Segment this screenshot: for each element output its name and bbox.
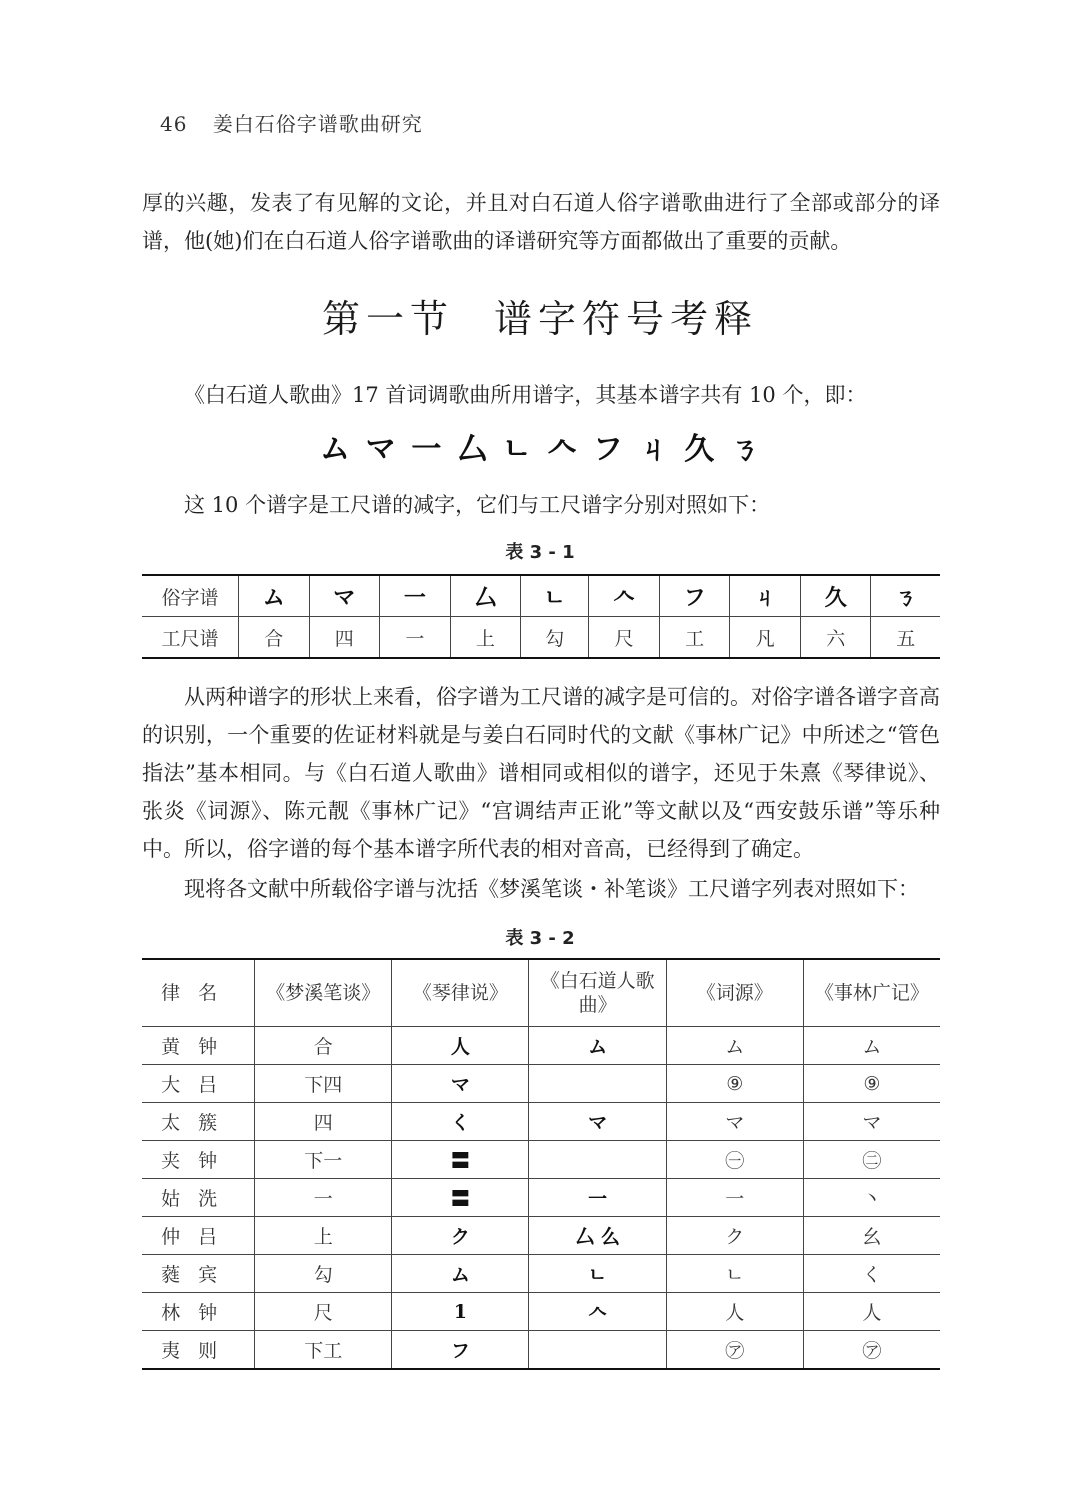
gongchepu-cell: 一	[380, 617, 451, 659]
table-cell: 下工	[255, 1331, 392, 1370]
suzipu-cell: マ	[309, 575, 380, 617]
gongchepu-cell: 勾	[521, 617, 589, 659]
gongchepu-cell: 合	[239, 617, 310, 659]
running-head	[160, 108, 423, 137]
suzipu-cell: ム	[239, 575, 310, 617]
header-lu-ming: 律名	[142, 959, 255, 1027]
table-cell: ム	[392, 1255, 529, 1293]
lu-name-cell: 林钟	[142, 1293, 255, 1331]
table-cell: ク	[666, 1217, 803, 1255]
table-row	[142, 1027, 940, 1065]
symbol-glyph: マ	[365, 432, 396, 467]
lu-name-cell: 仲吕	[142, 1217, 255, 1255]
suzipu-cell: フ	[659, 575, 730, 617]
table-cell: 合	[255, 1027, 392, 1065]
header-ciyuan: 《词源》	[666, 959, 803, 1027]
table-cell: ㋐	[666, 1331, 803, 1370]
table-3-2	[142, 958, 940, 1370]
gongchepu-cell: 四	[309, 617, 380, 659]
table-cell: マ	[392, 1065, 529, 1103]
table-cell: 一	[666, 1179, 803, 1217]
table-cell	[529, 1331, 666, 1370]
table-cell: ㄴ	[529, 1255, 666, 1293]
section-title	[0, 288, 1080, 343]
lu-name-cell: 姑洗	[142, 1179, 255, 1217]
symbol-glyph: 厶	[456, 432, 487, 467]
table-cell: ム	[529, 1027, 666, 1065]
paragraph-5: 从两种谱字的形状上来看，俗字谱为工尺谱的减字是可信的。对俗字谱各谱字音高的识别，一个重要的佐证材料就是与姜白石同时代的文献《事林广记》中所述之“管色指法”基本相同。与《白石道人歌曲》谱相同或相似的谱字，还见于朱熹《琴律说》、张炎《词源》、陈元靓《事林广记》“宫调结声正讹”等文献以及“西安鼓乐谱”等乐种中。所以，俗字谱的每个基本谱字所代表的相对音高，已经得到了确定。	[142, 685, 940, 861]
table-row	[142, 1255, 940, 1293]
table-cell: 一	[255, 1179, 392, 1217]
lu-name-cell: 太簇	[142, 1103, 255, 1141]
table-cell: 厶 么	[529, 1217, 666, 1255]
table-cell: く	[392, 1103, 529, 1141]
table-header-row	[142, 959, 940, 1027]
table-cell: 1	[392, 1293, 529, 1331]
table-cell: 一	[529, 1179, 666, 1217]
symbol-glyph: 𠆢	[547, 432, 578, 467]
lu-name-cell: 黄钟	[142, 1027, 255, 1065]
table-cell: 勾	[255, 1255, 392, 1293]
suzipu-cell: 𠆢	[589, 575, 660, 617]
table-cell: 人	[803, 1293, 940, 1331]
table-row	[142, 1179, 940, 1217]
table-cell: く	[803, 1255, 940, 1293]
table-cell: ㊀	[666, 1141, 803, 1179]
table-cell: ⑨	[803, 1065, 940, 1103]
table-cell: ク	[392, 1217, 529, 1255]
table-cell: 〓	[392, 1179, 529, 1217]
book-title: 姜白石俗字谱歌曲研究	[212, 112, 423, 136]
basic-symbols-row	[320, 424, 760, 468]
table-cell: 下一	[255, 1141, 392, 1179]
suzipu-cell: 一	[380, 575, 451, 617]
header-qinlu-shuo: 《琴律说》	[392, 959, 529, 1027]
gongchepu-cell: 五	[896, 627, 916, 650]
gongchepu-cell: 工	[659, 617, 730, 659]
symbol-glyph: 久	[684, 432, 715, 467]
table-row	[142, 1331, 940, 1370]
gongchepu-cell: 凡	[730, 617, 801, 659]
table-cell	[529, 1141, 666, 1179]
gongchepu-cell: 上	[450, 617, 521, 659]
header-shilin-guangji: 《事林广记》	[803, 959, 940, 1027]
section-number: 第一节	[321, 297, 454, 341]
table-row	[142, 1217, 940, 1255]
table-cell: マ	[666, 1103, 803, 1141]
lu-name-cell: 蕤宾	[142, 1255, 255, 1293]
paragraph-1: 厚的兴趣，发表了有见解的文论，并且对白石道人俗字谱歌曲进行了全部或部分的译谱，他(她)们在白石道人俗字谱歌曲的译谱研究等方面都做出了重要的贡献。	[142, 191, 940, 253]
paragraph-6: 现将各文献中所载俗字谱与沈括《梦溪笔谈・补笔谈》工尺谱字列表对照如下：	[184, 877, 919, 901]
row-header-gongchepu: 工尺谱	[142, 617, 239, 659]
symbol-glyph: ㄋ	[729, 432, 760, 467]
table-cell: マ	[803, 1103, 940, 1141]
table-cell: 𠆢	[529, 1293, 666, 1331]
suzipu-cell: ㄴ	[521, 575, 589, 617]
symbol-glyph: ㄐ	[638, 432, 669, 467]
header-mengxi-bitan: 《梦溪笔谈》	[255, 959, 392, 1027]
suzipu-cell: 久	[800, 575, 871, 617]
table-cell: フ	[392, 1331, 529, 1370]
table-cell: 幺	[803, 1217, 940, 1255]
table-row	[142, 1293, 940, 1331]
table-cell: 四	[255, 1103, 392, 1141]
symbol-glyph: ㄴ	[502, 432, 532, 467]
suzipu-cell: ㄋ	[871, 575, 940, 617]
table-row	[142, 1103, 940, 1141]
table-cell: 人	[392, 1027, 529, 1065]
table-cell: ム	[666, 1027, 803, 1065]
table-cell: 下四	[255, 1065, 392, 1103]
table-row	[142, 617, 940, 659]
header-baishi-daoren-gequ: 《白石道人歌曲》	[529, 959, 666, 1027]
table-3-1-caption: 表 3 - 1	[505, 542, 575, 563]
table-cell: ㋐	[862, 1340, 882, 1362]
gongchepu-cell: 六	[800, 617, 871, 659]
table-3-1	[142, 574, 940, 659]
paragraph-3: 《白石道人歌曲》17 首词调歌曲所用谱字，其基本谱字共有 10 个，即：	[184, 383, 867, 407]
table-cell: ㊁	[803, 1141, 940, 1179]
table-cell: 〓	[392, 1141, 529, 1179]
row-header-suzipu: 俗字谱	[142, 575, 239, 617]
symbol-glyph: 一	[411, 432, 442, 467]
symbol-glyph: フ	[592, 432, 623, 467]
symbol-glyph: ム	[320, 432, 350, 467]
page-number: 46	[160, 112, 188, 136]
table-cell: 丶	[803, 1179, 940, 1217]
table-cell: ム	[803, 1027, 940, 1065]
table-cell: 上	[255, 1217, 392, 1255]
table-row	[142, 1065, 940, 1103]
table-row	[142, 575, 940, 617]
table-cell: 尺	[255, 1293, 392, 1331]
table-3-2-caption: 表 3 - 2	[505, 928, 575, 949]
lu-name-cell: 大吕	[142, 1065, 255, 1103]
lu-name-cell: 夷则	[142, 1331, 255, 1370]
suzipu-cell: 厶	[450, 575, 521, 617]
table-row	[142, 1141, 940, 1179]
suzipu-cell: ㄐ	[730, 575, 801, 617]
paragraph-4: 这 10 个谱字是工尺谱的减字，它们与工尺谱字分别对照如下：	[184, 493, 771, 517]
table-cell: ⑨	[666, 1065, 803, 1103]
gongchepu-cell: 尺	[589, 617, 660, 659]
table-cell: ㄴ	[666, 1255, 803, 1293]
section-heading: 谱字符号考释	[494, 297, 759, 341]
table-cell: マ	[529, 1103, 666, 1141]
table-cell: 人	[666, 1293, 803, 1331]
lu-name-cell: 夹钟	[142, 1141, 255, 1179]
table-cell	[529, 1065, 666, 1103]
